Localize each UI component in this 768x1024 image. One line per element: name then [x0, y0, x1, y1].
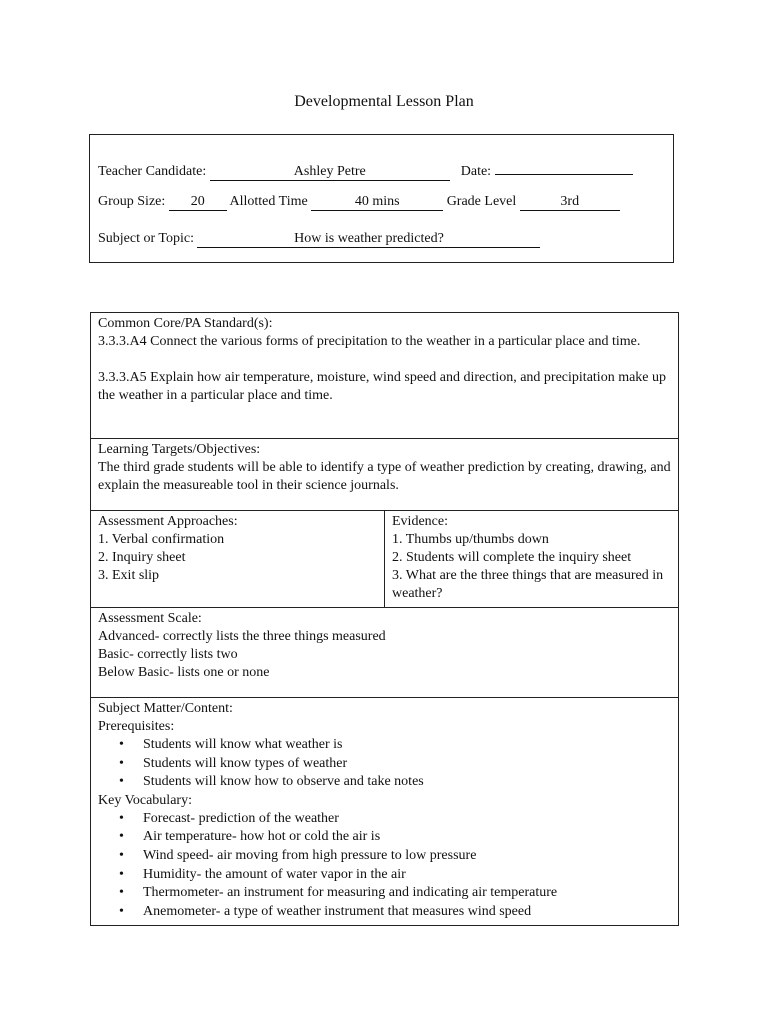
prerequisites-list	[98, 736, 672, 792]
evidence-item: 1. Thumbs up/thumbs down	[392, 532, 549, 547]
assessment-item: 2. Inquiry sheet	[98, 550, 186, 565]
teacher-line	[98, 157, 633, 177]
list-item: • Wind speed- air moving from high pressure to low pressure	[143, 847, 672, 866]
evidence-item: 2. Students will complete the inquiry sheet	[392, 550, 632, 565]
list-item: • Thermometer- an instrument for measuring and indicating air temperature	[143, 884, 672, 903]
page-title: Developmental Lesson Plan	[294, 93, 474, 110]
list-item: • Students will know how to observe and take notes	[143, 773, 672, 792]
prerequisites-heading: Prerequisites:	[98, 719, 175, 734]
standard-a5: 3.3.3.A5 Explain how air temperature, moisture, wind speed and direction, and precipitation make up the weather in a particular place and time.	[98, 370, 667, 403]
scale-heading: Assessment Scale:	[98, 611, 202, 626]
objectives-cell	[91, 439, 679, 511]
group-size-field[interactable]: 20	[169, 193, 227, 211]
subject-label: Subject or Topic:	[98, 231, 194, 246]
scale-item: Basic- correctly lists two	[98, 647, 238, 662]
grade-level-field[interactable]: 3rd	[520, 193, 620, 211]
objectives-text: The third grade students will be able to identify a type of weather prediction by creating, drawing, and explain the measureable tool in their science journals.	[98, 460, 671, 493]
assessment-row	[91, 511, 679, 608]
list-item: • Forecast- prediction of the weather	[143, 810, 672, 829]
list-item: • Humidity- the amount of water vapor in the air	[143, 866, 672, 885]
standards-cell	[91, 313, 679, 439]
evidence-heading: Evidence:	[392, 514, 448, 529]
vocabulary-list	[98, 810, 672, 922]
date-label: Date:	[460, 164, 492, 179]
subject-field[interactable]: How is weather predicted?	[197, 230, 540, 248]
candidate-info-box	[89, 134, 674, 263]
scale-item: Advanced- correctly lists the three things measured	[98, 629, 386, 644]
list-item: • Anemometer- a type of weather instrument that measures wind speed	[143, 903, 672, 922]
objectives-row	[91, 439, 679, 511]
group-size-label: Group Size:	[98, 194, 166, 209]
allotted-time-label: Allotted Time	[229, 194, 308, 209]
evidence-item: 3. What are the three things that are measured in weather?	[392, 568, 664, 601]
allotted-time-field[interactable]: 40 mins	[311, 193, 443, 211]
content-heading: Subject Matter/Content:	[98, 701, 233, 716]
subject-line	[98, 229, 540, 249]
group-line	[98, 192, 620, 212]
standards-row	[91, 313, 679, 439]
list-item: • Students will know what weather is	[143, 736, 672, 755]
list-item: • Students will know types of weather	[143, 755, 672, 774]
scale-item: Below Basic- lists one or none	[98, 665, 270, 680]
assessment-approaches-cell	[91, 511, 385, 608]
grade-level-label: Grade Level	[446, 194, 517, 209]
evidence-cell	[385, 511, 679, 608]
scale-row	[91, 608, 679, 698]
teacher-label: Teacher Candidate:	[98, 164, 207, 179]
content-cell	[91, 698, 679, 926]
date-field[interactable]	[495, 157, 633, 175]
assessment-item: 1. Verbal confirmation	[98, 532, 225, 547]
list-item: • Air temperature- how hot or cold the air is	[143, 828, 672, 847]
lesson-plan-table	[90, 312, 679, 926]
teacher-field[interactable]: Ashley Petre	[210, 163, 450, 181]
objectives-heading: Learning Targets/Objectives:	[98, 442, 261, 457]
standard-a4: 3.3.3.A4 Connect the various forms of precipitation to the weather in a particular place and time.	[98, 334, 641, 349]
vocabulary-heading: Key Vocabulary:	[98, 792, 192, 808]
content-row	[91, 698, 679, 926]
scale-cell	[91, 608, 679, 698]
assessment-heading: Assessment Approaches:	[98, 514, 238, 529]
standards-heading: Common Core/PA Standard(s):	[98, 316, 273, 331]
assessment-item: 3. Exit slip	[98, 568, 160, 583]
